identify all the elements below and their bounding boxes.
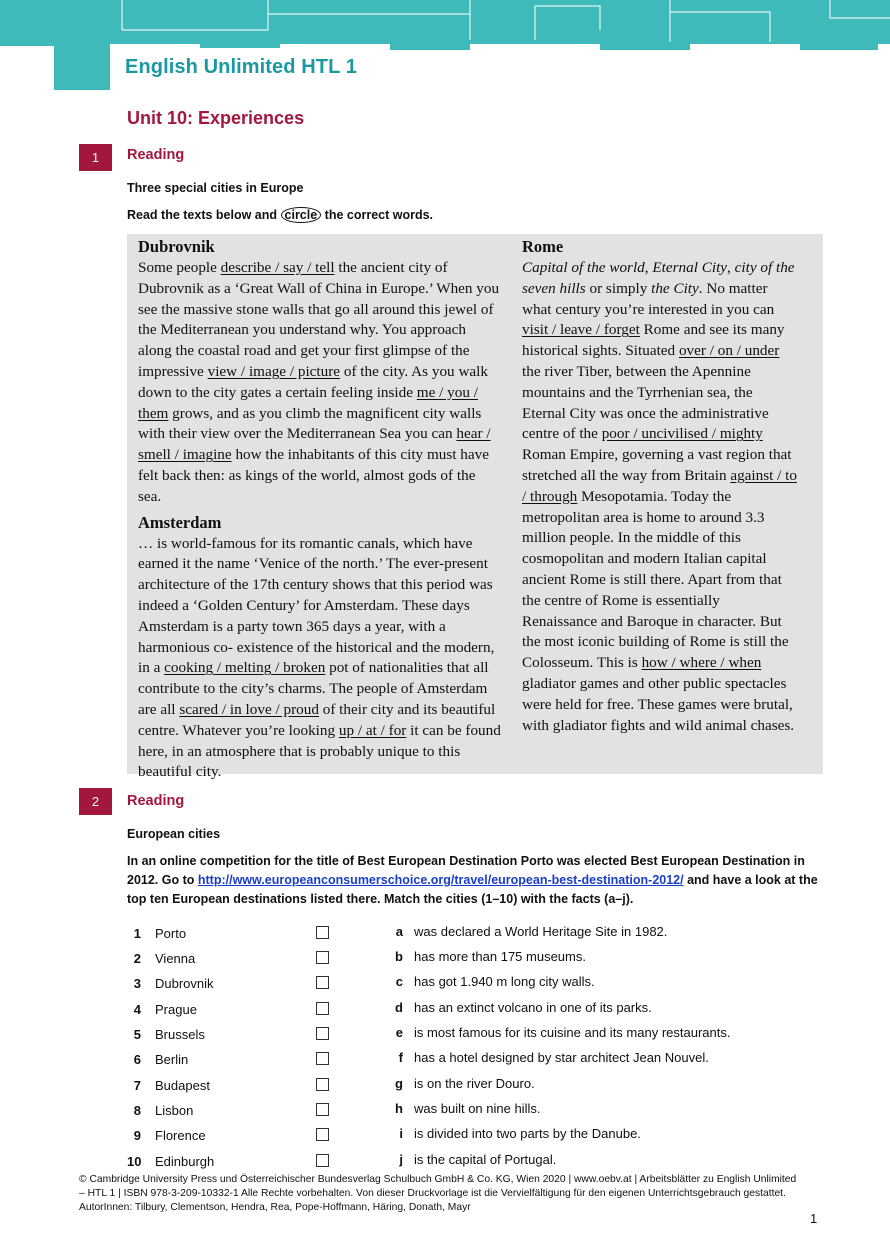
fact-text: has a hotel designed by star architect Jean Nouvel.: [414, 1050, 709, 1065]
fact-letter: d: [395, 1000, 403, 1015]
fact-letter: i: [399, 1126, 403, 1141]
instruction-circle-word: circle: [281, 207, 322, 223]
fact-text: has an extinct volcano in one of its parks.: [414, 1000, 652, 1015]
city-name: Edinburgh: [155, 1154, 215, 1169]
answer-checkbox[interactable]: [316, 926, 329, 939]
exercise-1-instruction: [127, 208, 433, 222]
match-row: [0, 972, 890, 997]
exercise-1-heading: Reading: [127, 147, 185, 163]
fact-letter: f: [398, 1050, 403, 1065]
answer-checkbox[interactable]: [316, 1103, 329, 1116]
city-name: Porto: [155, 926, 187, 941]
city-number: 3: [133, 976, 141, 991]
fact-text: was declared a World Heritage Site in 1982.: [414, 924, 668, 939]
city-name: Prague: [155, 1002, 197, 1017]
city-number: 8: [133, 1103, 141, 1118]
word-choice[interactable]: how / where / when: [641, 654, 762, 672]
authors-text: AutorInnen: Tilbury, Clementson, Hendra, Rea, Pope-Hoffmann, Häring, Donath, Mayr: [79, 1202, 471, 1214]
word-choice[interactable]: describe / say / tell: [220, 259, 335, 276]
fact-text: has more than 175 museums.: [414, 949, 586, 964]
match-row: [0, 1023, 890, 1048]
fact-text: was built on nine hills.: [414, 1101, 541, 1116]
word-choice[interactable]: cooking / melting / broken: [164, 659, 326, 677]
word-choice[interactable]: scared / in love / proud: [179, 700, 319, 718]
fact-text: is on the river Douro.: [414, 1076, 535, 1091]
city-name: Lisbon: [155, 1103, 194, 1118]
match-row: [0, 1150, 890, 1175]
copyright-footer: [79, 1173, 799, 1216]
exercise-1-subtitle: Three special cities in Europe: [127, 181, 304, 195]
fact-letter: j: [399, 1152, 403, 1167]
city-name: Budapest: [155, 1078, 210, 1093]
fact-text: has got 1.940 m long city walls.: [414, 974, 595, 989]
word-choice[interactable]: up / at / for: [338, 721, 407, 739]
city-number: 2: [133, 951, 141, 966]
word-choice[interactable]: hear / smell / imagine: [138, 425, 491, 464]
answer-checkbox[interactable]: [316, 1002, 329, 1015]
city-name: Brussels: [155, 1027, 205, 1042]
exercise-2-instruction: In an online competition for the title of Best European Destination Porto was elected Best European Destination in 2012. Go to http://www.europeanconsumerschoice.org/travel/european-best-destination-2012/ and have a look at the top ten European destinations listed there. Match the cities (1–10) with the facts (a–j).: [127, 854, 818, 906]
exercise-2-heading: Reading: [127, 793, 185, 809]
fact-letter: a: [395, 924, 403, 939]
city-number: 4: [133, 1002, 141, 1017]
city-number: 6: [133, 1052, 141, 1067]
fact-text: is most famous for its cuisine and its many restaurants.: [414, 1025, 731, 1040]
answer-checkbox[interactable]: [316, 1027, 329, 1040]
amsterdam-title: Amsterdam: [138, 512, 222, 532]
match-row: [0, 1048, 890, 1073]
fact-letter: g: [395, 1076, 403, 1091]
brand-title: English Unlimited HTL 1: [125, 56, 357, 78]
word-choice[interactable]: me / you / them: [138, 383, 478, 422]
reading-text-box: [127, 234, 823, 781]
word-choice[interactable]: view / image / picture: [207, 362, 341, 380]
left-column: [138, 236, 502, 783]
dubrovnik-title: Dubrovnik: [138, 237, 215, 256]
match-row: [0, 1074, 890, 1099]
city-name: Berlin: [155, 1052, 189, 1067]
match-row: [0, 1099, 890, 1124]
answer-checkbox[interactable]: [316, 1052, 329, 1065]
match-row: [0, 947, 890, 972]
fact-letter: e: [395, 1025, 403, 1040]
fact-text: is divided into two parts by the Danube.: [414, 1126, 641, 1141]
city-name: Vienna: [155, 951, 196, 966]
answer-checkbox[interactable]: [316, 951, 329, 964]
city-name: Florence: [155, 1128, 206, 1143]
unit-title: Unit 10: Experiences: [127, 108, 305, 128]
word-choice[interactable]: poor / uncivilised / mighty: [601, 425, 763, 443]
copyright-text: © Cambridge University Press und Österreichischer Bundesverlag Schulbuch GmbH & Co. KG, Wien 2020 | www.oebv.at | Arbeitsblätter zu English Unlimited – HTL 1 | ISBN 978-3-209-10332-1 Alle Rechte vorbehalten. Von dieser Druckvorlage ist die Vervielfältigung für den eigenen Unterrichtsgebrauch gestattet.: [79, 1174, 797, 1200]
answer-checkbox[interactable]: [316, 1154, 329, 1167]
amsterdam-text: … is world-famous for its romantic canals, which have earned it the name ‘Venice of the north.’ The ever-present architecture of the 17th century shows that this period was indeed a ‘Golden Century’ for Amsterdam. These days Amsterdam is a party town 365 days a year, with a harmonious co- existence of the historical and the modern, in a cooking / melting / broken pot of nationalities that all contribute to the city’s charms. The people of Amsterdam are all scared / in love / proud of their city and its beautiful centre. Whatever you’re looking up / at / for it can be found here, in an atmosphere that is probably unique to this beautiful city.: [138, 534, 501, 781]
dubrovnik-text: Some people describe / say / tell the ancient city of Dubrovnik as a ‘Great Wall of China in Europe.’ When you see the massive stone walls that go all around this jewel of the Mediterranean you understand why. You approach along the coastal road and get your first glimpse of the impressive view / image / picture of the city. As you walk down to the city gates a certain feeling inside me / you / them grows, and as you climb the magnificent city walls with their view over the Mediterranean Sea you can hear / smell / imagine how the inhabitants of this city must have felt back then: as kings of the world, almost gods of the sea.: [138, 259, 500, 505]
match-row: [0, 998, 890, 1023]
answer-checkbox[interactable]: [316, 1128, 329, 1141]
fact-text: is the capital of Portugal.: [414, 1152, 557, 1167]
fact-letter: c: [395, 974, 403, 989]
right-column: [522, 236, 798, 736]
word-choice[interactable]: against / to / through: [522, 466, 797, 505]
city-number: 9: [133, 1128, 141, 1143]
city-number: 10: [127, 1154, 142, 1169]
city-number: 7: [133, 1078, 141, 1093]
match-row: [0, 1124, 890, 1149]
fact-letter: b: [395, 949, 403, 964]
fact-letter: h: [395, 1101, 403, 1116]
answer-checkbox[interactable]: [316, 1078, 329, 1091]
destination-link[interactable]: http://www.europeanconsumerschoice.org/travel/european-best-destination-2012/: [197, 873, 684, 887]
word-choice[interactable]: over / on / under: [678, 342, 780, 360]
instruction-text-post: the correct words.: [321, 208, 434, 222]
exercise-2-number: 2: [79, 788, 112, 815]
rome-title: Rome: [522, 237, 564, 256]
rome-text: Capital of the world, Eternal City, city of the seven hills or simply the City. No matter what century you’re interested in you can visit / leave / forget Rome and see its many historical sights. Situated over / on / under the river Tiber, between the Apennine mountains and the Tyrrhenian sea, the Eternal City was once the administrative centre of the poor / uncivilised / mighty Roman Empire, governing a vast region that stretched all the way from Britain against / to / through Mesopotamia. Today the metropolitan area is home to around 3.3 million people. In the middle of this cosmopolitan and modern Italian capital ancient Rome is still there. Apart from that the centre of Rome is essentially Renaissance and Baroque in character. But the most iconic building of Rome is still the Colosseum. This is how / where / when gladiator games and other public spectacles were held for free. These games were brutal, with gladiator fights and wild animal chases.: [522, 259, 797, 734]
city-name: Dubrovnik: [155, 976, 214, 991]
exercise-2-subtitle: European cities: [127, 827, 221, 841]
page-number: 1: [810, 1211, 818, 1226]
exercise-1-number: 1: [79, 144, 112, 171]
city-number: 1: [133, 926, 141, 941]
city-number: 5: [133, 1027, 141, 1042]
instruction-text-pre: Read the texts below and: [127, 208, 281, 222]
match-row: [0, 922, 890, 947]
word-choice[interactable]: visit / leave / forget: [522, 321, 640, 339]
answer-checkbox[interactable]: [316, 976, 329, 989]
